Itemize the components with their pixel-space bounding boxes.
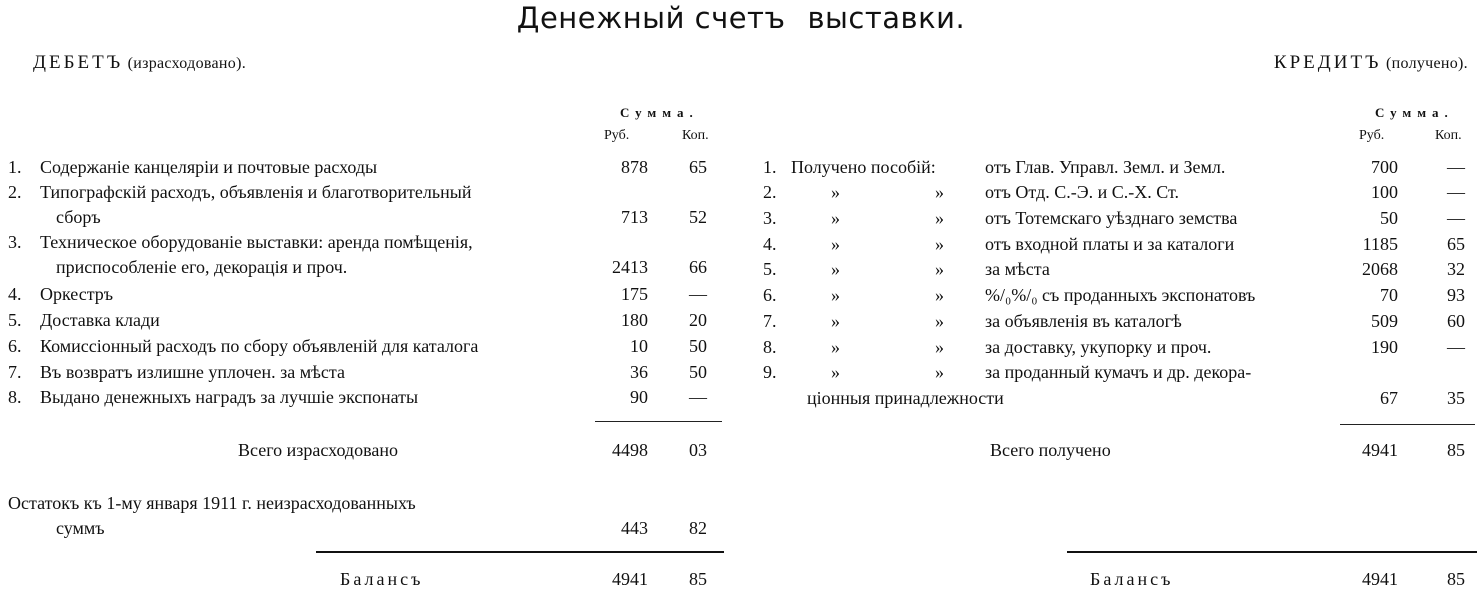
ditto-mark: » xyxy=(831,208,840,228)
row-text: %/₀%/₀ съ проданныхъ экспонатовъ xyxy=(985,285,1259,305)
credit-balance-label: Балансъ xyxy=(1090,569,1177,589)
debit-row-1 xyxy=(8,155,718,180)
row-number: 7. xyxy=(8,360,40,385)
debit-row-3a xyxy=(8,230,718,255)
row-text: отъ Отд. С.-Э. и С.-Х. Ст. xyxy=(985,182,1183,202)
debit-col-kop: Коп. xyxy=(682,128,709,143)
row-number: 2. xyxy=(8,180,40,205)
ditto-mark: » xyxy=(831,182,840,202)
debit-rub-6: 10 xyxy=(630,336,648,356)
row-text: отъ входной платы и за каталоги xyxy=(985,234,1238,254)
row-text: сборъ xyxy=(56,207,105,227)
credit-row-9b xyxy=(807,386,1478,411)
row-number: 4. xyxy=(8,282,40,307)
ditto-mark: » xyxy=(935,337,944,357)
credit-row-9a xyxy=(763,360,1478,385)
row-number: 3. xyxy=(8,230,40,255)
debit-subtotal-rule xyxy=(595,421,722,422)
debit-total-rub: 4498 xyxy=(612,440,648,460)
debit-remainder-rub: 443 xyxy=(621,518,648,538)
ditto-mark: » xyxy=(831,311,840,331)
debit-heading-title: ДЕБЕТЪ xyxy=(33,52,124,73)
debit-row-6 xyxy=(8,334,718,359)
debit-rub-8: 90 xyxy=(630,387,648,407)
row-text: Въ возвратъ излишне уплочен. за мѣста xyxy=(40,362,349,382)
credit-heading xyxy=(1274,52,1468,74)
debit-balance-rule xyxy=(316,551,724,553)
credit-rub-9: 67 xyxy=(1380,388,1398,408)
row-text: суммъ xyxy=(56,518,109,538)
debit-col-sum: Сумма. xyxy=(620,105,699,120)
credit-kop-2: — xyxy=(1447,182,1465,202)
ditto-mark: » xyxy=(935,234,944,254)
credit-rub-2: 100 xyxy=(1371,182,1398,202)
row-text: за проданный кумачъ и др. декора- xyxy=(985,362,1255,382)
credit-row-7 xyxy=(763,309,1478,334)
credit-heading-title: КРЕДИТЪ xyxy=(1273,52,1382,73)
debit-kop-6: 50 xyxy=(689,336,707,356)
row-number: 6. xyxy=(763,285,777,305)
ditto-mark: » xyxy=(831,259,840,279)
debit-rub-1: 878 xyxy=(621,157,648,177)
row-number: 6. xyxy=(8,334,40,359)
debit-heading-note: (израсходовано). xyxy=(127,55,247,72)
debit-row-2a xyxy=(8,180,718,205)
debit-balance-row xyxy=(340,567,718,592)
debit-kop-1: 65 xyxy=(689,157,707,177)
credit-row-8 xyxy=(763,335,1478,360)
title-right: выставки. xyxy=(807,1,966,35)
credit-col-kop: Коп. xyxy=(1435,128,1462,143)
row-text: Содержаніе канцеляріи и почтовые расходы xyxy=(40,157,381,177)
credit-rub-8: 190 xyxy=(1371,337,1398,357)
credit-rub-4: 1185 xyxy=(1362,234,1398,254)
row-number: 3. xyxy=(763,208,777,228)
row-text: ціонныя принадлежности xyxy=(807,388,1008,408)
debit-total-row xyxy=(238,438,718,463)
debit-row-2b xyxy=(56,205,718,230)
credit-total-label: Всего получено xyxy=(990,440,1115,460)
credit-kop-9: 35 xyxy=(1447,388,1465,408)
ditto-mark: » xyxy=(831,234,840,254)
credit-subtotal-rule xyxy=(1340,424,1475,425)
ditto-mark: » xyxy=(831,337,840,357)
row-number: 8. xyxy=(8,385,40,410)
debit-rub-3: 2413 xyxy=(612,257,648,277)
row-number: 4. xyxy=(763,234,777,254)
row-number: 2. xyxy=(763,182,777,202)
row-text: за доставку, укупорку и проч. xyxy=(985,337,1215,357)
row-text: Остатокъ къ 1-му января 1911 г. неизрасходованныхъ xyxy=(8,493,420,513)
debit-remainder-kop: 82 xyxy=(689,518,707,538)
title-left: Денежный счетъ xyxy=(516,1,786,35)
credit-rub-5: 2068 xyxy=(1362,259,1398,279)
debit-row-3b xyxy=(56,255,718,280)
row-number: 9. xyxy=(763,362,777,382)
debit-kop-4: — xyxy=(689,284,707,304)
row-text: за объявленія въ каталогѣ xyxy=(985,311,1186,331)
row-text: отъ Глав. Управл. Земл. и Земл. xyxy=(985,157,1229,177)
row-number: 5. xyxy=(763,259,777,279)
row-number: 1. xyxy=(763,157,777,177)
debit-col-rub: Руб. xyxy=(604,128,630,143)
credit-row-3 xyxy=(763,206,1478,231)
credit-kop-7: 60 xyxy=(1447,311,1465,331)
credit-row-5 xyxy=(763,257,1478,282)
debit-remainder-b xyxy=(56,516,718,541)
row-text: Выдано денежныхъ наградъ за лучшіе экспонаты xyxy=(40,387,422,407)
debit-kop-2: 52 xyxy=(689,207,707,227)
credit-kop-6: 93 xyxy=(1447,285,1465,305)
row-text: Комиссіонный расходъ по сбору объявленій для каталога xyxy=(40,336,482,356)
row-text: Оркестръ xyxy=(40,284,117,304)
row-text: Доставка клади xyxy=(40,310,164,330)
debit-kop-7: 50 xyxy=(689,362,707,382)
credit-rub-3: 50 xyxy=(1380,208,1398,228)
debit-row-7 xyxy=(8,360,718,385)
row-text: Типографскій расходъ, объявленія и благотворительный xyxy=(40,182,475,202)
credit-first-label: Получено пособій: xyxy=(791,157,936,177)
credit-kop-3: — xyxy=(1447,208,1465,228)
ditto-mark: » xyxy=(935,182,944,202)
debit-kop-3: 66 xyxy=(689,257,707,277)
credit-rub-6: 70 xyxy=(1380,285,1398,305)
credit-kop-1: — xyxy=(1447,157,1465,177)
credit-row-2 xyxy=(763,180,1478,205)
ditto-mark: » xyxy=(935,362,944,382)
debit-remainder-a xyxy=(8,491,718,516)
credit-col-sum: Сумма. xyxy=(1375,105,1454,120)
credit-row-1 xyxy=(763,155,1478,180)
debit-row-8 xyxy=(8,385,718,410)
debit-balance-kop: 85 xyxy=(689,569,707,589)
ditto-mark: » xyxy=(935,259,944,279)
credit-kop-8: — xyxy=(1447,337,1465,357)
credit-col-rub: Руб. xyxy=(1359,128,1385,143)
credit-row-4 xyxy=(763,232,1478,257)
debit-heading xyxy=(33,52,246,74)
ditto-mark: » xyxy=(935,311,944,331)
row-number: 8. xyxy=(763,337,777,357)
debit-row-4 xyxy=(8,282,718,307)
credit-total-kop: 85 xyxy=(1447,440,1465,460)
ditto-mark: » xyxy=(935,285,944,305)
credit-rub-1: 700 xyxy=(1371,157,1398,177)
row-number: 5. xyxy=(8,308,40,333)
debit-balance-label: Балансъ xyxy=(340,569,427,589)
credit-balance-rub: 4941 xyxy=(1362,569,1398,589)
debit-balance-rub: 4941 xyxy=(612,569,648,589)
credit-kop-4: 65 xyxy=(1447,234,1465,254)
credit-total-row xyxy=(990,438,1478,463)
debit-kop-8: — xyxy=(689,387,707,407)
row-text: за мѣста xyxy=(985,259,1054,279)
row-text: приспособленіе его, декорація и проч. xyxy=(56,257,351,277)
credit-balance-kop: 85 xyxy=(1447,569,1465,589)
credit-row-6 xyxy=(763,283,1478,308)
debit-row-5 xyxy=(8,308,718,333)
row-text: Техническое оборудованіе выставки: аренда помѣщенія, xyxy=(40,232,477,252)
credit-total-rub: 4941 xyxy=(1362,440,1398,460)
credit-kop-5: 32 xyxy=(1447,259,1465,279)
debit-rub-4: 175 xyxy=(621,284,648,304)
debit-total-kop: 03 xyxy=(689,440,707,460)
debit-rub-5: 180 xyxy=(621,310,648,330)
credit-heading-note: (получено). xyxy=(1385,55,1468,72)
debit-kop-5: 20 xyxy=(689,310,707,330)
debit-rub-7: 36 xyxy=(630,362,648,382)
row-number: 1. xyxy=(8,155,40,180)
credit-rub-7: 509 xyxy=(1371,311,1398,331)
page-title xyxy=(0,0,1482,36)
credit-balance-row xyxy=(1090,567,1478,592)
ditto-mark: » xyxy=(935,208,944,228)
row-text: отъ Тотемскаго уѣзднаго земства xyxy=(985,208,1241,228)
ditto-mark: » xyxy=(831,362,840,382)
debit-rub-2: 713 xyxy=(621,207,648,227)
row-number: 7. xyxy=(763,311,777,331)
credit-balance-rule xyxy=(1067,551,1477,553)
debit-total-label: Всего израсходовано xyxy=(238,440,402,460)
ditto-mark: » xyxy=(831,285,840,305)
